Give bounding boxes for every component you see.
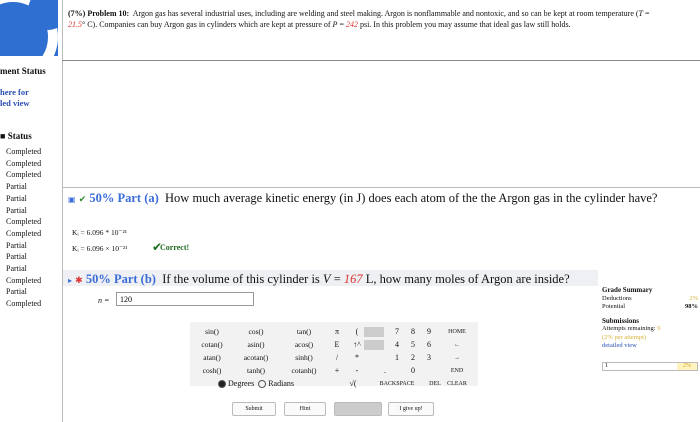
detailed-view-link[interactable]: [0, 87, 60, 109]
app-logo: [0, 0, 58, 56]
per-attempt-note: (2% per attempt): [602, 333, 647, 341]
status-item: Partial: [6, 193, 27, 203]
status-item: Completed: [6, 170, 42, 180]
digit-key[interactable]: 3: [427, 353, 431, 362]
correct-check-icon: ✔: [152, 240, 163, 254]
status-item: Completed: [6, 275, 42, 285]
degrees-radio[interactable]: [218, 380, 226, 388]
hint-button[interactable]: Hint: [284, 402, 326, 416]
divider: [62, 60, 700, 61]
submissions-header: Submissions: [602, 316, 639, 325]
symbol-key[interactable]: +: [334, 366, 340, 375]
digit-key[interactable]: 7: [395, 327, 399, 336]
digit-key[interactable]: 9: [427, 327, 431, 336]
digit-key[interactable]: 0: [411, 366, 415, 375]
asterisk-icon: ✱: [75, 275, 83, 285]
symbol-key[interactable]: (: [355, 327, 359, 336]
status-item: Completed: [6, 158, 42, 168]
submitted-answer: Kᵢ = 6.096 * 10⁻²¹: [72, 228, 127, 237]
digit-key[interactable]: 1: [395, 353, 399, 362]
backspace-key[interactable]: BACKSPACE: [379, 381, 415, 387]
correct-label: Correct!: [160, 243, 190, 252]
link-line-2[interactable]: led view: [0, 98, 30, 108]
nav-key[interactable]: HOME: [448, 329, 466, 335]
func-key[interactable]: acotan(): [243, 353, 269, 362]
digit-key[interactable]: 2: [411, 353, 415, 362]
status-item: Partial: [6, 182, 27, 192]
potential-value: 98%: [685, 303, 698, 310]
func-key[interactable]: cotan(): [201, 340, 223, 349]
part-a-title: ▣ ✔ 50% Part (a) How much average kinetic energy (in J) does each atom of the the Argon gas in the cylinder have?: [68, 191, 658, 205]
nav-key[interactable]: ←: [454, 342, 460, 348]
status-item: Partial: [6, 252, 27, 262]
grade-summary: Grade Summary Deductions 2% Potential 98% Submissions Attempts remaining: 9 (2% per attempt) detailed view: [602, 286, 698, 349]
func-key[interactable]: sinh(): [295, 353, 313, 362]
func-key[interactable]: tan(): [296, 327, 312, 336]
submission-row: 1 2%: [602, 362, 698, 371]
func-key[interactable]: atan(): [203, 353, 221, 362]
submission-pct: 2%: [677, 363, 697, 370]
calculator-keypad: [190, 322, 478, 386]
radians-label: Radians: [268, 379, 294, 388]
degrees-label: Degrees: [228, 379, 255, 388]
angle-mode: [218, 379, 294, 388]
status-header: ■ Status: [0, 131, 32, 141]
deductions-value: 2%: [689, 294, 698, 302]
problem-statement: (7%) Problem 10: Argon gas has several industrial uses, including are welding and steel making. Argon is nonflammable and nontoxic, and so can be kept at room temperature (T = 21.5° C). Companies can buy Argon gas in cylinders which are kept at pressure of P = 242 psi. In this problem you may assume that ideal gas law still holds.: [68, 9, 650, 29]
collapse-icon[interactable]: ▣: [68, 195, 76, 204]
temperature-value: 21.5: [68, 20, 82, 29]
func-key[interactable]: cos(): [248, 327, 264, 336]
detailed-view-link-grade[interactable]: detailed view: [602, 342, 637, 349]
answer-input[interactable]: [116, 292, 254, 306]
symbol-key[interactable]: ↑^: [353, 340, 361, 349]
link-line-1[interactable]: here for: [0, 87, 29, 97]
symbol-key[interactable]: E: [334, 340, 340, 349]
status-item: Completed: [6, 228, 42, 238]
digit-key[interactable]: 4: [395, 340, 399, 349]
status-item: Completed: [6, 299, 42, 309]
func-key[interactable]: cotanh(): [291, 366, 317, 375]
nav-key[interactable]: →: [454, 355, 460, 361]
expand-icon[interactable]: ▸: [68, 276, 73, 285]
func-key[interactable]: asin(): [247, 340, 265, 349]
func-key[interactable]: tanh(): [247, 366, 265, 375]
input-label: n =: [98, 296, 110, 305]
submit-button[interactable]: Submit: [232, 402, 276, 416]
dot-key[interactable]: .: [384, 366, 386, 375]
status-item: Partial: [6, 205, 27, 215]
status-item: Completed: [6, 147, 42, 156]
part-b-title: ▸ ✱ 50% Part (b) If the volume of this cylinder is V = 167 L, how many moles of Argon are inside?: [68, 272, 570, 286]
pressure-value: 242: [345, 20, 358, 29]
symbol-key[interactable]: /: [335, 353, 339, 362]
status-item: Partial: [6, 287, 27, 297]
sqrt-key[interactable]: √(: [349, 379, 357, 388]
del-key[interactable]: DEL: [429, 381, 441, 387]
func-key[interactable]: sin(): [205, 327, 219, 336]
status-item: Partial: [6, 240, 27, 250]
symbol-key[interactable]: -: [355, 366, 359, 375]
status-list: [6, 146, 66, 310]
status-item: Partial: [6, 264, 27, 274]
problem-label: (7%) Problem 10:: [68, 9, 130, 18]
give-up-button[interactable]: I give up!: [388, 402, 434, 416]
radians-radio[interactable]: [258, 380, 266, 388]
grade-summary-header: Grade Summary: [602, 286, 653, 294]
nav-key[interactable]: END: [450, 368, 464, 374]
func-key[interactable]: acos(): [294, 340, 314, 349]
digit-key[interactable]: 6: [427, 340, 431, 349]
sidebar-header: ment Status: [0, 66, 46, 76]
submitted-answer-formatted: Kᵢ = 6.096 × 10⁻²¹: [72, 244, 128, 253]
checkmark-icon: ✔: [78, 194, 87, 204]
func-key[interactable]: cosh(): [202, 366, 222, 375]
attempts-remaining: 9: [657, 325, 661, 332]
symbol-key[interactable]: π: [334, 327, 340, 336]
feedback-button[interactable]: Feedback: [334, 402, 382, 416]
symbol-key[interactable]: *: [355, 353, 359, 362]
digit-key[interactable]: 8: [411, 327, 415, 336]
volume-value: 167: [343, 272, 363, 286]
digit-key[interactable]: 5: [411, 340, 415, 349]
clear-key[interactable]: CLEAR: [447, 381, 467, 387]
status-item: Completed: [6, 217, 42, 227]
